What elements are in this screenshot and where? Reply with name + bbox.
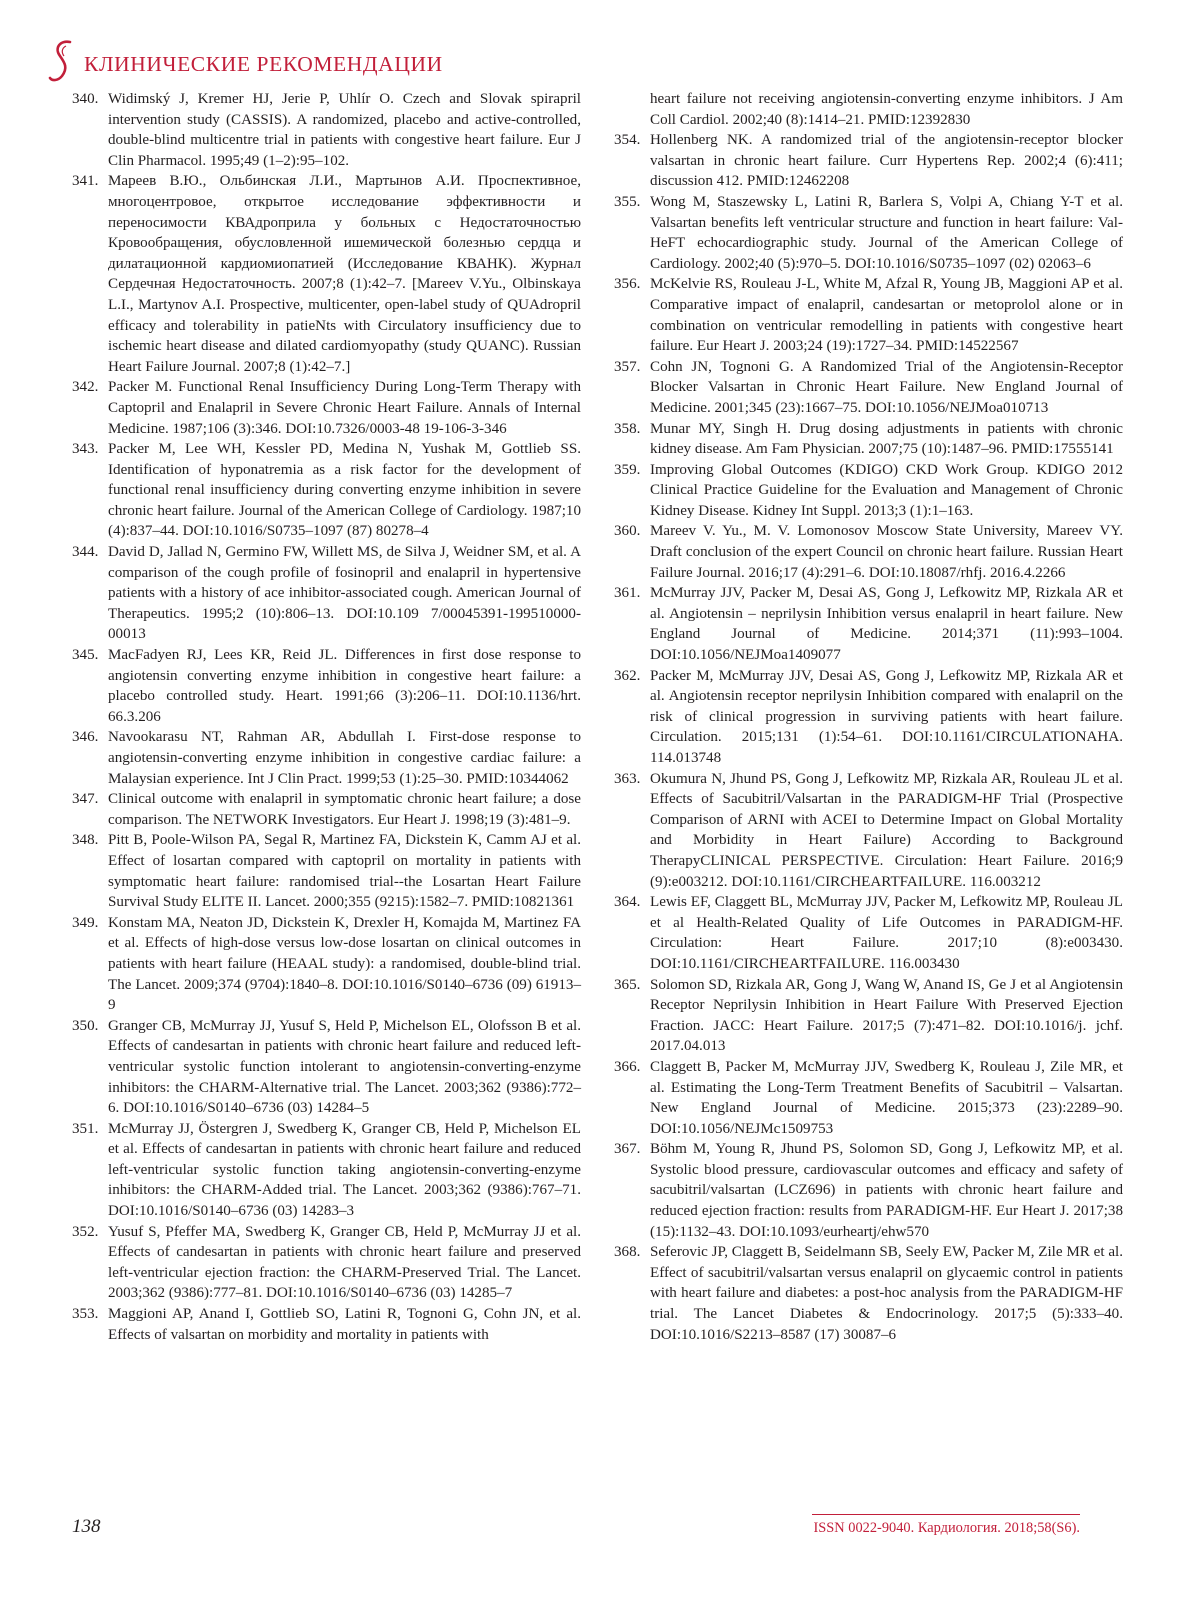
reference-item: [614, 666, 1123, 769]
page-number: 138: [72, 1516, 101, 1537]
reference-item: [614, 975, 1123, 1057]
reference-text: Improving Global Outcomes (KDIGO) CKD Work Group. KDIGO 2012 Clinical Practice Guideline for the Evaluation and Management of Chronic Kidney Disease. Kidney Int Suppl. 2013;3 (1):1–163.: [650, 461, 1123, 519]
reference-text: Мареев В.Ю., Ольбинская Л.И., Мартынов А.И. Проспективное, многоцентровое, открытое исследование эффективности и переносимости КВАдроприла у больных с Недостаточностью Кровообращения, обусловленной ишемической болезнью сердца и дилатационной кардиомиопатией (Исследование КВАНК). Журнал Сердечная Недостаточность. 2007;8 (1):42–7. [Mareev V.Yu., Olbinskaya L.I., Martynov A.I. Prospective, multicenter, open-label study of QUAdropril efficacy and tolerability in patieNts with Circulatory insufficiency due to ischemic heart disease and dilated cardiomyopathy (study QUANC). Russian Heart Failure Journal. 2007;8 (1):42–7.]: [108, 173, 581, 375]
reference-text: McMurray JJV, Packer M, Desai AS, Gong J, Lefkowitz MP, Rizkala AR et al. Angiotensin – neprilysin Inhibition versus enalapril in heart failure. New England Journal of Medicine. 2014;371 (11):993–1004. DOI:10.1056/NEJMoa1409077: [650, 585, 1123, 664]
reference-text: McMurray JJ, Östergren J, Swedberg K, Granger CB, Held P, Michelson EL et al. Effects of candesartan in patients with chronic heart failure and reduced left-ventricular systolic function taking angiotensin-converting-enzyme inhibitors: the CHARM-Added trial. The Lancet. 2003;362 (9386):767–71. DOI:10.1016/S0140–6736 (03) 14283–3: [108, 1120, 581, 1220]
reference-item: [72, 789, 581, 830]
reference-text: Lewis EF, Claggett BL, McMurray JJV, Packer M, Lefkowitz MP, Rouleau JL et al Health-Related Quality of Life Outcomes in PARADIGM-HF. Circulation: Heart Failure. 2017;10 (8):e003430. DOI:10.1161/CIRCHEARTFAILURE. 116.003430: [650, 894, 1123, 972]
reference-text: Claggett B, Packer M, McMurray JJV, Swedberg K, Rouleau J, Zile MR, et al. Estimating the Long-Term Treatment Benefits of Sacubitril – Valsartan. New England Journal of Medicine. 2015;373 (23):2289–90. DOI:10.1056/NEJMc1509753: [650, 1058, 1123, 1137]
reference-item: [72, 1222, 581, 1304]
reference-text: Mareev V. Yu., M. V. Lomonosov Moscow State University, Mareev VY. Draft conclusion of the expert Council on chronic heart failure. Russian Heart Failure Journal. 2016;17 (4):291–6. DOI:10.18087/rhfj. 2016.4.2266: [650, 523, 1123, 581]
reference-number: 355.: [614, 193, 641, 210]
reference-item: [614, 192, 1123, 274]
reference-text: MacFadyen RJ, Lees KR, Reid JL. Differences in first dose response to angiotensin converting enzyme inhibition in congestive heart failure: a placebo controlled study. Heart. 1991;66 (3):206–11. DOI:10.1136/hrt. 66.3.206: [108, 647, 581, 725]
reference-number: 352.: [72, 1223, 99, 1240]
reference-text: Okumura N, Jhund PS, Gong J, Lefkowitz MP, Rizkala AR, Rouleau JL et al. Effects of Sacubitril/Valsartan in the PARADIGM-HF Trial (Prospective Comparison of ARNI with ACEI to Determine Impact on Global Mortality and Morbidity in Heart Failure) According to Background TherapyCLINICAL PERSPECTIVE. Circulation: Heart Failure. 2016;9 (9):e003212. DOI:10.1161/CIRCHEARTFAILURE. 116.003212: [650, 770, 1123, 890]
reference-text: Konstam MA, Neaton JD, Dickstein K, Drexler H, Komajda M, Martinez FA et al. Effects of high-dose versus low-dose losartan on clinical outcomes in patients with heart failure (HEAAL study): a randomised, double-blind trial. The Lancet. 2009;374 (9704):1840–8. DOI:10.1016/S0140–6736 (09) 61913–9: [108, 914, 581, 1014]
reference-number: 358.: [614, 420, 641, 437]
reference-item: [614, 460, 1123, 522]
reference-text: Pitt B, Poole-Wilson PA, Segal R, Martinez FA, Dickstein K, Camm AJ et al. Effect of losartan compared with captopril on mortality in patients with symptomatic heart failure: randomised trial--the Losartan Heart Failure Survival Study ELITE II. Lancet. 2000;355 (9215):1582–7. PMID:10821361: [108, 832, 581, 911]
reference-number: 366.: [614, 1058, 641, 1075]
reference-text: Clinical outcome with enalapril in symptomatic chronic heart failure; a dose comparison. The NETWORK Investigators. Eur Heart J. 1998;19 (3):481–9.: [108, 791, 581, 828]
reference-item: [614, 89, 1123, 130]
reference-item: [614, 130, 1123, 192]
reference-item: [72, 1016, 581, 1119]
reference-text: Seferovic JP, Claggett B, Seidelmann SB, Seely EW, Packer M, Zile MR et al. Effect of sacubitril/valsartan versus enalapril on glycaemic control in patients with heart failure and diabetes: a post-hoc analysis from the PARADIGM-HF trial. The Lancet Diabetes & Endocrinology. 2017;5 (5):333–40. DOI:10.1016/S2213–8587 (17) 30087–6: [650, 1244, 1123, 1343]
reference-item: [72, 89, 581, 171]
reference-text: McKelvie RS, Rouleau J-L, White M, Afzal R, Young JB, Maggioni AP et al. Comparative impact of enalapril, candesartan or metoprolol alone or in combination on ventricular remodelling in patients with congestive heart failure. Eur Heart J. 2003;24 (19):1727–34. PMID:14522567: [650, 276, 1123, 355]
reference-text: Granger CB, McMurray JJ, Yusuf S, Held P, Michelson EL, Olofsson B et al. Effects of candesartan in patients with chronic heart failure and reduced left-ventricular systolic function intolerant to angiotensin-converting-enzyme inhibitors: the CHARM-Alternative trial. The Lancet. 2003;362 (9386):772–6. DOI:10.1016/S0140–6736 (03) 14284–5: [108, 1017, 581, 1117]
reference-item: [72, 727, 581, 789]
reference-text: Solomon SD, Rizkala AR, Gong J, Wang W, Anand IS, Ge J et al Angiotensin Receptor Neprilysin Inhibition in Heart Failure With Preserved Ejection Fraction. JACC: Heart Failure. 2017;5 (7):471–82. DOI:10.1016/j. jchf. 2017.04.013: [650, 976, 1123, 1055]
reference-number: 345.: [72, 647, 99, 664]
reference-number: 360.: [614, 523, 641, 540]
reference-number: 362.: [614, 667, 641, 684]
reference-item: [72, 377, 581, 439]
reference-number: 342.: [72, 379, 99, 396]
reference-number: 340.: [72, 91, 99, 107]
references-right-column: [614, 89, 1123, 1345]
reference-item: [614, 1242, 1123, 1345]
reference-item: [614, 521, 1123, 583]
reference-text: Cohn JN, Tognoni G. A Randomized Trial of the Angiotensin-Receptor Blocker Valsartan in Chronic Heart Failure. New England Journal of Medicine. 2001;345 (23):1667–75. DOI:10.1056/NEJMoa010713: [650, 358, 1123, 416]
reference-number: 368.: [614, 1244, 641, 1261]
reference-number: 341.: [72, 173, 99, 190]
reference-item: [614, 357, 1123, 419]
reference-number: 363.: [614, 770, 641, 787]
reference-text: Packer M. Functional Renal Insufficiency During Long-Term Therapy with Captopril and Enalapril in Severe Chronic Heart Failure. Annals of Internal Medicine. 1987;106 (3):346. DOI:10.7326/0003-48 19-106-3-346: [108, 379, 581, 437]
reference-item: [72, 645, 581, 727]
reference-text: Maggioni AP, Anand I, Gottlieb SO, Latini R, Tognoni G, Cohn JN, et al. Effects of valsartan on morbidity and mortality in patients with: [108, 1306, 581, 1343]
journal-s-logo-icon: [46, 38, 82, 84]
reference-item: [614, 419, 1123, 460]
reference-item: [614, 274, 1123, 356]
page-header: [46, 38, 443, 84]
reference-item: [614, 769, 1123, 893]
reference-item: [72, 1119, 581, 1222]
reference-text: Böhm M, Young R, Jhund PS, Solomon SD, Gong J, Lefkowitz MP, et al. Systolic blood pressure, cardiovascular outcomes and efficacy and safety of sacubitril/valsartan (LCZ696) in patients with chronic heart failure and reduced ejection fraction: results from PARADIGM-HF. Eur Heart J. 2017;38 (15):1132–43. DOI:10.1093/eurheartj/ehw570: [650, 1141, 1123, 1240]
reference-text: Packer M, McMurray JJV, Desai AS, Gong J, Lefkowitz MP, Rizkala AR et al. Angiotensin receptor neprilysin Inhibition compared with enalapril on the risk of clinical progression in surviving patients with heart failure. Circulation. 2015;131 (1):54–61. DOI:10.1161/CIRCULATIONAHA. 114.013748: [650, 667, 1123, 766]
reference-text: heart failure not receiving angiotensin-converting enzyme inhibitors. J Am Coll Cardiol. 2002;40 (8):1414–21. PMID:12392830: [650, 91, 1123, 128]
reference-number: 351.: [72, 1120, 99, 1137]
reference-number: 350.: [72, 1017, 99, 1034]
reference-number: 364.: [614, 894, 641, 911]
reference-text: Munar MY, Singh H. Drug dosing adjustments in patients with chronic kidney disease. Am Fam Physician. 2007;75 (10):1487–96. PMID:17555141: [650, 420, 1123, 458]
reference-item: [614, 1057, 1123, 1139]
reference-text: Hollenberg NK. A randomized trial of the angiotensin-receptor blocker valsartan in chronic heart failure. Curr Hypertens Rep. 2002;4 (6):411; discussion 412. PMID:12462208: [650, 132, 1123, 190]
reference-text: Navookarasu NT, Rahman AR, Abdullah I. First-dose response to angiotensin-converting enzyme inhibition in congestive cardiac failure: a Malaysian experience. Int J Clin Pract. 1999;53 (1):25–30. PMID:10344062: [108, 729, 581, 787]
reference-number: 348.: [72, 832, 99, 849]
reference-number: 349.: [72, 914, 99, 931]
reference-text: Widimský J, Kremer HJ, Jerie P, Uhlír O. Czech and Slovak spirapril intervention study (CASSIS). A randomized, placebo and active-controlled, double-blind multicentre trial in patients with congestive heart failure. Eur J Clin Pharmacol. 1995;49 (1–2):95–102.: [108, 91, 581, 169]
reference-item: [72, 1304, 581, 1345]
reference-text: Packer M, Lee WH, Kessler PD, Medina N, Yushak M, Gottlieb SS. Identification of hyponatremia as a risk factor for the development of functional renal insufficiency during converting enzyme inhibition in severe chronic heart failure. Journal of the American College of Cardiology. 1987;10 (4):837–44. DOI:10.1016/S0735–1097 (87) 80278–4: [108, 441, 581, 540]
references-left-column: [72, 89, 581, 1345]
reference-item: [72, 913, 581, 1016]
reference-number: 346.: [72, 729, 99, 746]
reference-item: [614, 892, 1123, 974]
reference-number: 343.: [72, 441, 99, 458]
reference-number: 359.: [614, 461, 641, 478]
reference-item: [72, 542, 581, 645]
reference-item: [72, 171, 581, 377]
footer-divider: [812, 1514, 1080, 1515]
journal-citation: ISSN 0022-9040. Кардиология. 2018;58(S6).: [813, 1520, 1080, 1536]
reference-number: 367.: [614, 1141, 641, 1158]
reference-text: David D, Jallad N, Germino FW, Willett MS, de Silva J, Weidner SM, et al. A comparison of the cough profile of fosinopril and enalapril in hypertensive patients with a history of ace inhibitor-associated cough. American Journal of Therapeutics. 1995;2 (10):806–13. DOI:10.109 7/00045391-199510000-00013: [108, 544, 581, 643]
reference-number: 365.: [614, 976, 641, 993]
reference-item: [614, 583, 1123, 665]
reference-item: [614, 1139, 1123, 1242]
reference-text: Wong M, Staszewsky L, Latini R, Barlera S, Volpi A, Chiang Y-T et al. Valsartan benefits left ventricular structure and function in heart failure: Val-HeFT echocardiographic study. Journal of the American College of Cardiology. 2002;40 (5):970–5. DOI:10.1016/S0735–1097 (02) 02063–6: [650, 193, 1123, 272]
reference-item: [72, 439, 581, 542]
section-title: КЛИНИЧЕСКИЕ РЕКОМЕНДАЦИИ: [84, 51, 443, 76]
reference-item: [72, 830, 581, 912]
reference-number: 344.: [72, 544, 99, 561]
reference-number: 356.: [614, 276, 641, 293]
reference-number: 354.: [614, 132, 641, 149]
reference-number: 361.: [614, 585, 641, 602]
reference-number: 357.: [614, 358, 641, 375]
reference-number: 353.: [72, 1306, 99, 1323]
reference-number: 347.: [72, 791, 99, 808]
reference-text: Yusuf S, Pfeffer MA, Swedberg K, Granger CB, Held P, McMurray JJ et al. Effects of candesartan in patients with chronic heart failure and preserved left-ventricular ejection fraction: the CHARM-Preserved Trial. The Lancet. 2003;362 (9386):777–81. DOI:10.1016/S0140–6736 (03) 14285–7: [108, 1223, 581, 1302]
